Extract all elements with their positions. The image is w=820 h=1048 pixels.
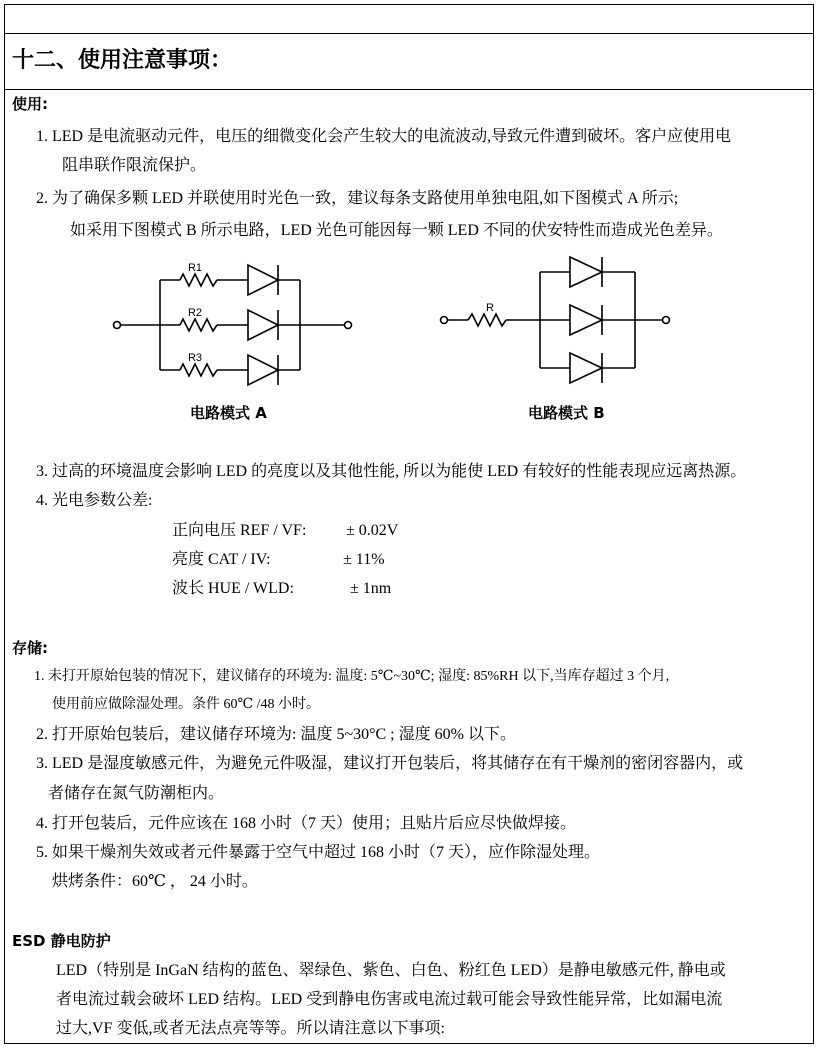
storage-item-5-line-1: 5. 如果干燥剂失效或者元件暴露于空气中超过 168 小时（7 天），应作除湿处理。 — [36, 844, 601, 861]
circuit-b-diagram — [430, 252, 680, 392]
circuit-a-caption: 电路模式 A — [190, 404, 267, 422]
circuit-b-caption: 电路模式 B — [528, 404, 605, 422]
resistor-label-r1: R1 — [187, 262, 203, 274]
storage-title: 存储: — [12, 639, 48, 657]
section-heading: 十二、使用注意事项： — [12, 48, 233, 73]
resistor-label-r2: R2 — [187, 307, 203, 319]
storage-item-3-line-2: 者储存在氮气防潮柜内。 — [48, 785, 225, 802]
esd-title: ESD 静电防护 — [12, 932, 111, 950]
tolerance-value-iv: ± 11% — [343, 551, 385, 568]
storage-item-5-line-2: 烘烤条件：60℃ ， 24 小时。 — [52, 873, 258, 890]
heading-divider — [5, 89, 813, 90]
storage-item-4: 4. 打开包装后，元件应该在 168 小时（7 天）使用；且贴片后应尽快做焊接。 — [36, 815, 577, 832]
resistor-label-r: R — [486, 302, 494, 314]
usage-item-4: 4. 光电参数公差: — [36, 492, 153, 509]
resistor-label-r3: R3 — [187, 352, 203, 364]
storage-item-3-line-1: 3. LED 是湿度敏感元件，为避免元件吸湿，建议打开包装后，将其储存在有干燥剂的密闭容器内，或 — [36, 755, 744, 772]
esd-line-1: LED（特别是 InGaN 结构的蓝色、翠绿色、紫色、白色、粉红色 LED）是静电敏感元件, 静电或 — [56, 962, 726, 979]
esd-line-2: 者电流过载会破坏 LED 结构。LED 受到静电伤害或电流过载可能会导致性能异常，比如漏电流 — [56, 991, 723, 1008]
header-divider — [5, 33, 813, 34]
usage-item-1-line-1: 1. LED 是电流驱动元件，电压的细微变化会产生较大的电流波动,导致元件遭到破坏。客户应使用电 — [36, 128, 732, 145]
storage-item-1-line-2: 使用前应做除湿处理。条件 60℃ /48 小时。 — [52, 697, 321, 712]
tolerance-value-wld: ± 1nm — [350, 580, 392, 597]
usage-item-3: 3. 过高的环境温度会影响 LED 的亮度以及其他性能, 所以为能使 LED 有较好的性能表现应远离热源。 — [36, 463, 747, 480]
storage-item-2: 2. 打开原始包装后，建议储存环境为: 温度 5~30°C ; 湿度 60% 以下。 — [36, 726, 516, 743]
circuit-a-diagram — [100, 255, 380, 395]
tolerance-name-vf: 正向电压 REF / VF: — [172, 522, 307, 539]
tolerance-name-iv: 亮度 CAT / IV: — [172, 551, 271, 568]
usage-item-2-line-2: 如采用下图模式 B 所示电路，LED 光色可能因每一颗 LED 不同的伏安特性而造成光色差异。 — [70, 222, 723, 239]
storage-item-1-line-1: 1. 未打开原始包装的情况下，建议储存的环境为: 温度: 5℃~30℃; 湿度: 85%RH 以下,当库存超过 3 个月, — [34, 669, 670, 684]
usage-item-1-line-2: 阻串联作限流保护。 — [62, 157, 207, 174]
usage-item-2-line-1: 2. 为了确保多颗 LED 并联使用时光色一致，建议每条支路使用单独电阻,如下图模式 A 所示; — [36, 190, 679, 207]
tolerance-value-vf: ± 0.02V — [346, 522, 399, 539]
tolerance-name-wld: 波长 HUE / WLD: — [172, 580, 294, 597]
esd-line-3: 过大,VF 变低,或者无法点亮等等。所以请注意以下事项: — [56, 1020, 445, 1037]
usage-title: 使用: — [12, 95, 48, 113]
